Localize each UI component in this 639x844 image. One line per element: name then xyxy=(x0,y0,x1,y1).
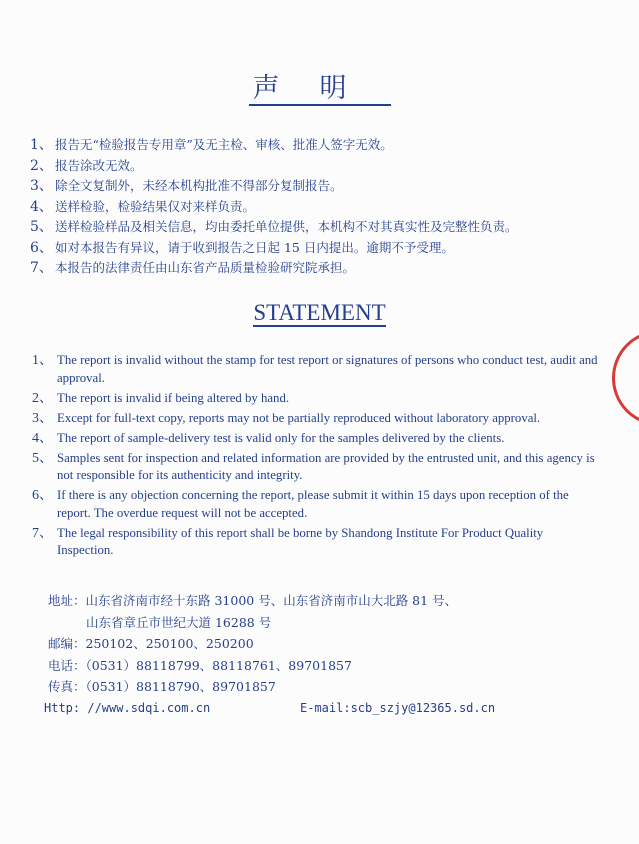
item-text: 送样检验样品及相关信息，均由委托单位提供，本机构不对其真实性及完整性负责。 xyxy=(55,219,518,234)
address-line-1: 地址：山东省济南市经十东路 31000 号、山东省济南市山大北路 81 号、 xyxy=(48,593,458,608)
title-cn xyxy=(0,66,639,105)
list-item xyxy=(30,238,518,259)
item-number: 5、 xyxy=(32,450,53,466)
list-item xyxy=(32,390,602,408)
red-seal-stamp xyxy=(612,330,639,426)
item-number: 4、 xyxy=(30,198,53,215)
item-text: Except for full-text copy, reports may not be partially reproduced without laboratory approval. xyxy=(57,410,541,425)
item-text: 如对本报告有异议，请于收到报告之日起 15 日内提出。逾期不予受理。 xyxy=(55,239,454,255)
title-en xyxy=(0,300,639,326)
item-number: 2、 xyxy=(32,390,53,406)
item-text: 除全文复制外，未经本机构批准不得部分复制报告。 xyxy=(55,178,343,193)
fax: 传真：（0531）88118790、89701857 xyxy=(48,679,276,694)
list-item xyxy=(32,430,602,448)
postcode: 邮编：250102、250100、250200 xyxy=(48,636,254,651)
list-item xyxy=(30,135,518,156)
item-number: 1、 xyxy=(32,353,53,368)
list-item xyxy=(32,450,602,485)
item-number: 4、 xyxy=(32,430,53,446)
item-text: Samples sent for inspection and related information are provided by the entrusted unit, and this agency is not responsible for its authenticity and integrity. xyxy=(57,450,595,482)
item-text: The report of sample-delivery test is valid only for the samples delivered by the clients. xyxy=(57,430,505,445)
email-link[interactable]: E-mail:scb_szjy@12365.sd.cn xyxy=(300,701,496,715)
item-text: 报告无“检验报告专用章”及无主检、审核、批准人签字无效。 xyxy=(55,137,393,152)
list-item xyxy=(30,197,518,218)
list-item xyxy=(30,156,518,177)
item-number: 6、 xyxy=(30,239,53,256)
phone: 电话：（0531）88118799、88118761、89701857 xyxy=(48,657,352,673)
item-number: 3、 xyxy=(32,410,53,426)
item-text: If there is any objection concerning the report, please submit it within 15 days upon reception of the report. The overdue request will not be accepted. xyxy=(57,488,569,520)
list-item xyxy=(32,352,602,387)
item-text: 报告涂改无效。 xyxy=(55,157,143,173)
item-text: 本报告的法律责任由山东省产品质量检验研究院承担。 xyxy=(55,260,356,275)
item-number: 7、 xyxy=(30,260,53,276)
list-item xyxy=(30,258,518,279)
item-number: 3、 xyxy=(30,178,53,194)
item-number: 1、 xyxy=(30,137,53,153)
title-cn-text: 声明 xyxy=(249,73,391,106)
item-text: The legal responsibility of this report shall be borne by Shandong Institute For Product Quality Inspection. xyxy=(57,525,544,557)
list-item xyxy=(30,217,518,238)
list-item xyxy=(30,176,518,197)
item-text: 送样检验，检验结果仅对来样负责。 xyxy=(55,198,256,214)
address-line-2: 山东省章丘市世纪大道 16288 号 xyxy=(86,614,272,630)
item-text: The report is invalid without the stamp for test report or signatures of persons who conduct test, audit and approval. xyxy=(57,353,598,385)
cn-statement-list xyxy=(30,135,518,279)
item-text: The report is invalid if being altered by hand. xyxy=(57,390,290,405)
contact-info xyxy=(48,590,457,698)
list-item xyxy=(32,487,602,522)
list-item xyxy=(32,410,602,428)
list-item xyxy=(32,525,602,560)
item-number: 7、 xyxy=(32,525,53,541)
item-number: 6、 xyxy=(32,488,53,503)
website-link[interactable]: Http: //www.sdqi.com.cn xyxy=(44,701,211,715)
en-statement-list xyxy=(32,352,602,562)
item-number: 2、 xyxy=(30,157,53,174)
item-number: 5、 xyxy=(30,219,53,235)
title-en-text: STATEMENT xyxy=(253,300,386,325)
